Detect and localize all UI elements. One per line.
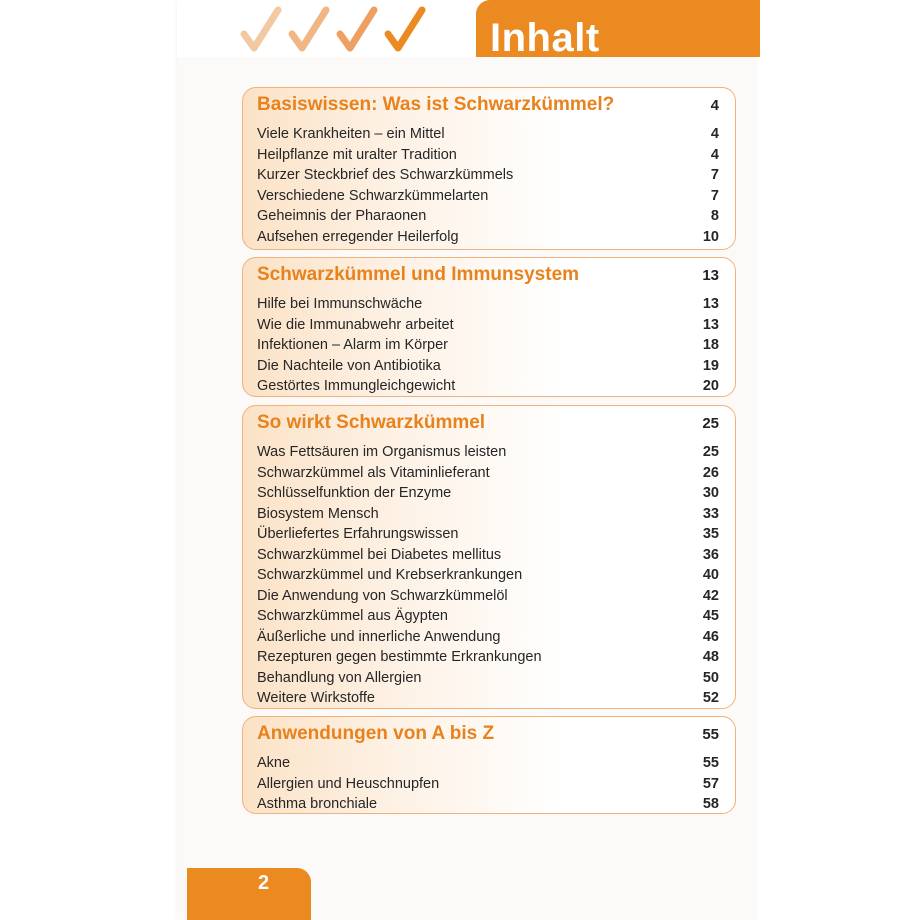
entry-page: 57 [702, 775, 719, 792]
page-number: 2 [258, 872, 270, 894]
toc-entry[interactable] [257, 227, 719, 248]
entry-title: Weitere Wirkstoffe [257, 690, 375, 706]
page-number-tab [187, 868, 311, 920]
entry-title: Schlüsselfunktion der Enzyme [257, 485, 452, 501]
toc-entry[interactable] [257, 165, 719, 186]
entry-page: 4 [710, 126, 719, 142]
entry-page: 26 [702, 464, 719, 481]
entry-list [257, 294, 719, 397]
entry-page: 50 [702, 669, 719, 686]
toc-entry[interactable] [257, 627, 719, 648]
toc-section-immunsystem [242, 257, 736, 397]
toc-entry[interactable] [257, 186, 719, 207]
toc-section-wirkung [242, 405, 736, 709]
entry-page: 36 [702, 546, 719, 563]
toc-entry[interactable] [257, 145, 719, 166]
entry-list [257, 124, 719, 247]
entry-page: 48 [702, 649, 719, 665]
entry-title: Asthma bronchiale [257, 796, 378, 812]
entry-title: Gestörtes Immungleichgewicht [257, 378, 456, 394]
toc-entry[interactable] [257, 565, 719, 586]
entry-page: 35 [702, 526, 719, 542]
entry-page: 45 [702, 608, 719, 624]
entry-page: 18 [702, 337, 719, 353]
toc-entry[interactable] [257, 586, 719, 607]
toc-entry[interactable] [257, 124, 719, 145]
toc-entry[interactable] [257, 442, 719, 463]
toc-entry[interactable] [257, 688, 719, 709]
entry-title: Behandlung von Allergien [257, 669, 422, 686]
entry-title: Rezepturen gegen bestimmte Erkrankungen [257, 649, 542, 665]
entry-page: 33 [702, 505, 719, 522]
entry-title: Überliefertes Erfahrungswissen [257, 526, 459, 542]
section-page: 25 [702, 415, 719, 432]
toc-entry[interactable] [257, 376, 719, 397]
toc-entry[interactable] [257, 647, 719, 668]
entry-title: Geheimnis der Pharaonen [257, 208, 427, 224]
entry-page: 8 [710, 208, 719, 224]
toc-entry[interactable] [257, 463, 719, 484]
toc-entry[interactable] [257, 774, 719, 795]
entry-page: 4 [710, 146, 719, 163]
toc-entry[interactable] [257, 504, 719, 525]
page-title: Inhalt [490, 16, 600, 60]
section-title: Basiswissen: Was ist Schwarzkümmel? [257, 94, 615, 115]
entry-title: Biosystem Mensch [257, 505, 379, 522]
entry-title: Aufsehen erregender Heilerfolg [257, 228, 459, 245]
entry-page: 13 [702, 296, 719, 312]
toc-entry[interactable] [257, 668, 719, 689]
entry-page: 30 [702, 485, 719, 501]
entry-page: 40 [702, 567, 719, 583]
toc-entry[interactable] [257, 206, 719, 227]
entry-page: 25 [702, 444, 719, 460]
entry-title: Hilfe bei Immunschwäche [257, 296, 423, 312]
entry-page: 46 [702, 628, 719, 645]
toc-section-basiswissen [242, 87, 736, 250]
entry-title: Viele Krankheiten – ein Mittel [257, 126, 445, 142]
toc-section-anwendungen [242, 716, 736, 814]
entry-title: Wie die Immunabwehr arbeitet [257, 316, 454, 333]
toc-entry[interactable] [257, 606, 719, 627]
entry-title: Schwarzkümmel und Krebserkrankungen [257, 567, 523, 583]
section-title: So wirkt Schwarzkümmel [257, 412, 486, 433]
entry-title: Kurzer Steckbrief des Schwarzkümmels [257, 167, 514, 183]
toc-entry[interactable] [257, 483, 719, 504]
entry-title: Heilpflanze mit uralter Tradition [257, 146, 457, 163]
toc-entry[interactable] [257, 335, 719, 356]
entry-page: 20 [702, 378, 719, 394]
entry-page: 52 [702, 690, 719, 706]
toc-entry[interactable] [257, 294, 719, 315]
entry-title: Äußerliche und innerliche Anwendung [257, 628, 501, 645]
entry-list [257, 753, 719, 815]
entry-page: 19 [702, 357, 719, 374]
entry-page: 58 [702, 796, 719, 812]
section-page: 13 [702, 267, 719, 284]
entry-title: Schwarzkümmel aus Ägypten [257, 608, 448, 624]
toc-entry[interactable] [257, 794, 719, 815]
toc-entry[interactable] [257, 753, 719, 774]
toc-entry[interactable] [257, 545, 719, 566]
section-page: 4 [710, 97, 719, 114]
toc-entry[interactable] [257, 356, 719, 377]
entry-title: Verschiedene Schwarzkümmelarten [257, 187, 489, 204]
entry-title: Schwarzkümmel als Vitaminlieferant [257, 464, 490, 481]
entry-title: Infektionen – Alarm im Körper [257, 337, 449, 353]
toc-entry[interactable] [257, 315, 719, 336]
entry-page: 7 [710, 187, 719, 204]
entry-page: 55 [702, 755, 719, 771]
section-title: Schwarzkümmel und Immunsystem [257, 264, 580, 285]
entry-page: 7 [710, 167, 719, 183]
entry-page: 42 [702, 587, 719, 604]
checkmarks-icon [238, 4, 438, 54]
section-page: 55 [702, 726, 719, 743]
entry-title: Akne [257, 755, 291, 771]
section-title: Anwendungen von A bis Z [257, 723, 495, 744]
entry-title: Was Fettsäuren im Organismus leisten [257, 444, 507, 460]
entry-list [257, 442, 719, 709]
entry-title: Schwarzkümmel bei Diabetes mellitus [257, 546, 502, 563]
toc-entry[interactable] [257, 524, 719, 545]
entry-title: Die Nachteile von Antibiotika [257, 357, 441, 374]
entry-title: Die Anwendung von Schwarzkümmelöl [257, 587, 508, 604]
entry-title: Allergien und Heuschnupfen [257, 775, 440, 792]
entry-page: 10 [702, 228, 719, 245]
entry-page: 13 [702, 316, 719, 333]
